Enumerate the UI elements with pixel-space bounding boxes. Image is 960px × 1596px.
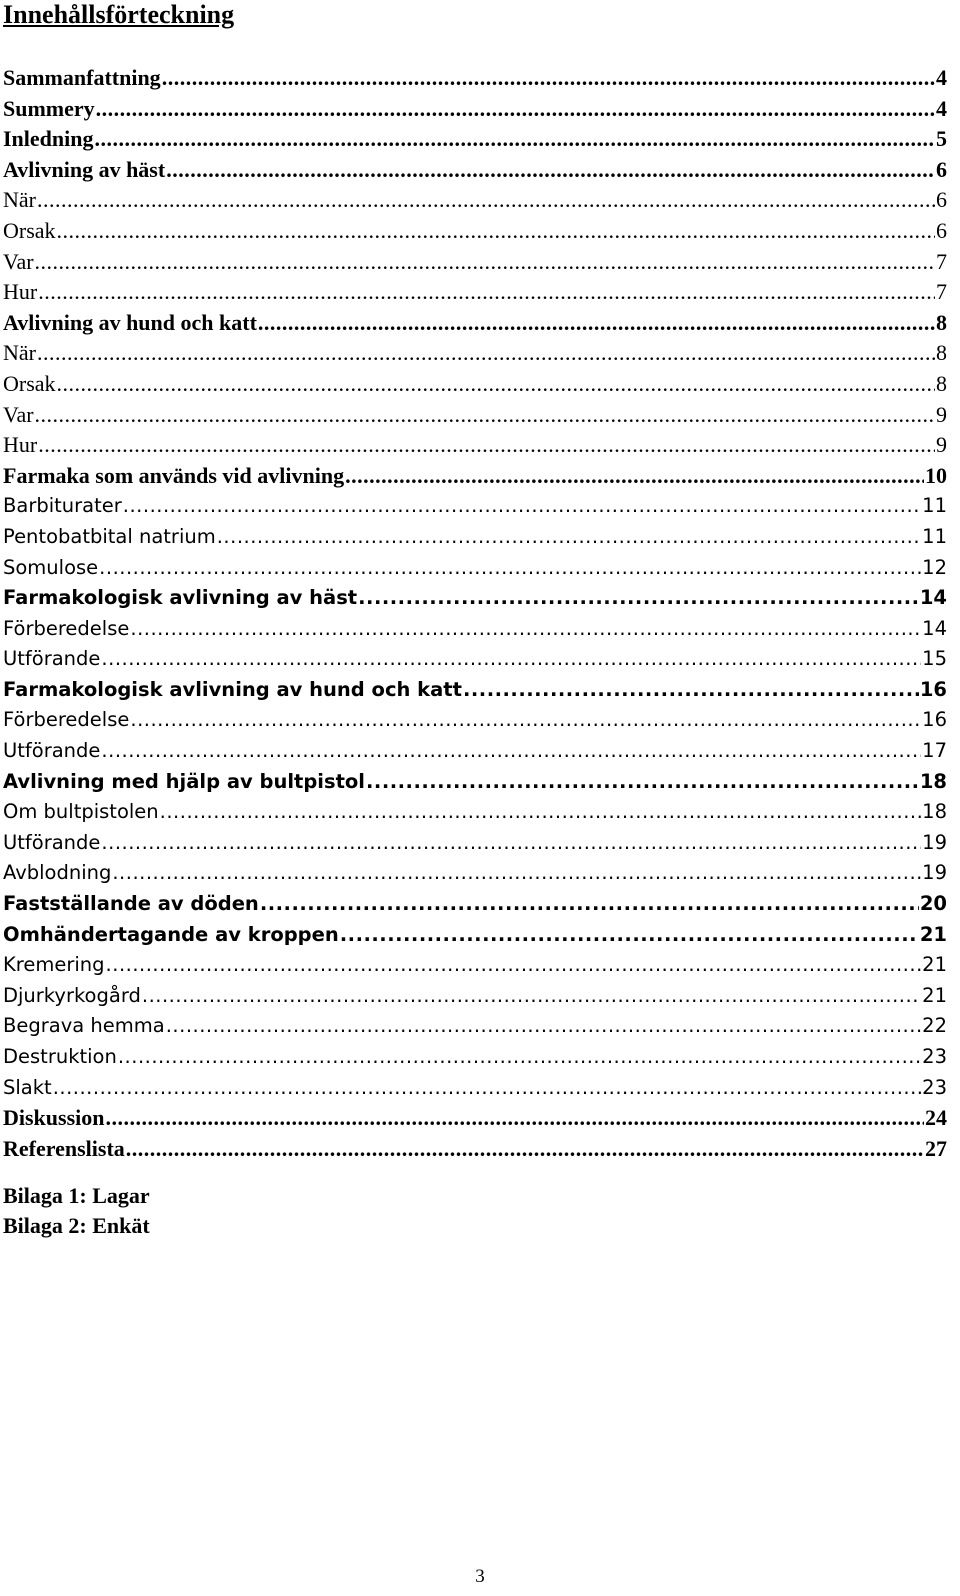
toc-dot-leader [358, 583, 919, 614]
toc-entry-label: Orsak [3, 217, 56, 243]
toc-entry-page: 21 [919, 922, 947, 946]
toc-entry[interactable] [3, 736, 947, 767]
toc-entry[interactable] [3, 583, 947, 614]
toc-dot-leader [340, 920, 919, 951]
toc-dot-leader [126, 1134, 924, 1165]
toc-entry[interactable] [3, 155, 947, 186]
toc-entry-label: Var [3, 401, 34, 427]
toc-entry-page: 20 [919, 892, 947, 916]
appendix-list [3, 1181, 150, 1241]
toc-dot-leader [37, 185, 935, 216]
toc-entry[interactable] [3, 522, 947, 553]
toc-entry[interactable] [3, 247, 947, 278]
toc-entry-page: 8 [936, 340, 947, 366]
toc-entry-label: Summery [3, 95, 95, 121]
toc-entry-label: Utförande [3, 830, 101, 854]
toc-entry-label: Hur [3, 279, 38, 305]
toc-entry-label: Farmakologisk avlivning av hund och katt [3, 677, 462, 701]
toc-entry[interactable] [3, 1134, 947, 1165]
toc-dot-leader [142, 981, 921, 1012]
toc-dot-leader [57, 369, 935, 400]
toc-entry-label: Inledning [3, 126, 94, 152]
toc-dot-leader [366, 767, 919, 798]
toc-entry-page: 9 [936, 432, 947, 458]
toc-entry-page: 7 [936, 248, 947, 274]
toc-entry-page: 11 [922, 494, 947, 518]
toc-dot-leader [106, 950, 922, 981]
toc-entry[interactable] [3, 216, 947, 247]
toc-entry[interactable] [3, 675, 947, 706]
toc-entry-page: 7 [936, 279, 947, 305]
toc-entry-page: 4 [936, 95, 947, 121]
toc-dot-leader [123, 491, 921, 522]
toc-entry[interactable] [3, 430, 947, 461]
toc-entry[interactable] [3, 858, 947, 889]
toc-heading: Innehållsförteckning [3, 0, 235, 29]
toc-entry-label: Avlivning av hund och katt [3, 309, 257, 335]
toc-entry[interactable] [3, 400, 947, 431]
toc-entry-page: 27 [925, 1135, 947, 1161]
toc-dot-leader [106, 1103, 924, 1134]
toc-dot-leader [217, 522, 921, 553]
toc-dot-leader [95, 124, 936, 155]
toc-entry-page: 19 [922, 861, 947, 885]
toc-dot-leader [260, 889, 919, 920]
toc-dot-leader [118, 1042, 921, 1073]
toc-entry-label: Orsak [3, 370, 56, 396]
toc-entry-page: 16 [922, 708, 947, 732]
toc-entry-label: Destruktion [3, 1045, 117, 1068]
toc-entry[interactable] [3, 644, 947, 675]
appendix-item: Bilaga 1: Lagar [3, 1183, 150, 1208]
toc-entry[interactable] [3, 1042, 947, 1073]
toc-entry[interactable] [3, 308, 947, 339]
toc-entry[interactable] [3, 981, 947, 1012]
toc-entry-label: Barbiturater [3, 494, 122, 518]
toc-entry-page: 6 [936, 156, 947, 182]
toc-dot-leader [166, 1011, 921, 1042]
toc-entry-label: Fastställande av döden [3, 892, 259, 916]
toc-entry[interactable] [3, 705, 947, 736]
toc-dot-leader [35, 247, 935, 278]
toc-entry[interactable] [3, 461, 947, 492]
toc-entry-label: Hur [3, 432, 38, 458]
toc-entry-page: 9 [936, 401, 947, 427]
toc-entry-label: Utförande [3, 739, 101, 763]
toc-entry-label: Djurkyrkogård [3, 983, 141, 1007]
table-of-contents [3, 63, 947, 1164]
toc-entry[interactable] [3, 614, 947, 645]
toc-entry[interactable] [3, 553, 947, 584]
toc-dot-leader [345, 461, 924, 492]
toc-entry[interactable] [3, 491, 947, 522]
toc-entry[interactable] [3, 920, 947, 951]
toc-entry-page: 10 [925, 462, 947, 488]
toc-entry-label: När [3, 187, 36, 213]
toc-entry-page: 12 [922, 555, 947, 579]
toc-entry[interactable] [3, 1011, 947, 1042]
toc-entry[interactable] [3, 767, 947, 798]
toc-entry-page: 16 [919, 677, 947, 701]
toc-dot-leader [101, 736, 921, 767]
toc-entry-page: 11 [922, 524, 947, 548]
toc-entry-page: 21 [922, 953, 947, 977]
toc-dot-leader [38, 277, 935, 308]
toc-dot-leader [130, 614, 921, 645]
toc-entry-label: Var [3, 248, 34, 274]
toc-dot-leader [101, 828, 921, 859]
toc-entry-page: 14 [922, 616, 947, 640]
toc-entry-page: 18 [922, 800, 947, 824]
toc-entry-page: 19 [922, 830, 947, 854]
toc-dot-leader [160, 797, 922, 828]
toc-entry[interactable] [3, 338, 947, 369]
toc-dot-leader [463, 675, 919, 706]
toc-dot-leader [166, 155, 935, 186]
toc-entry-label: Farmaka som används vid avlivning [3, 462, 345, 488]
toc-entry-label: När [3, 340, 36, 366]
toc-entry-page: 14 [919, 586, 947, 610]
toc-entry[interactable] [3, 124, 947, 155]
toc-entry-page: 4 [936, 65, 947, 90]
toc-entry-page: 18 [919, 769, 947, 793]
toc-entry[interactable] [3, 950, 947, 981]
toc-entry-label: Referenslista [3, 1135, 125, 1161]
toc-entry-label: Farmakologisk avlivning av häst [3, 586, 358, 610]
toc-entry[interactable] [3, 1103, 947, 1134]
toc-entry-label: Avblodning [3, 861, 112, 885]
toc-entry-page: 17 [922, 739, 947, 763]
toc-entry[interactable] [3, 1073, 947, 1104]
toc-entry-page: 23 [922, 1075, 947, 1099]
appendix-item: Bilaga 2: Enkät [3, 1213, 150, 1238]
toc-entry[interactable] [3, 369, 947, 400]
toc-entry-page: 5 [936, 126, 947, 152]
toc-entry-page: 21 [922, 983, 947, 1007]
toc-entry-label: Avlivning av häst [3, 156, 166, 182]
toc-entry-page: 8 [936, 309, 947, 335]
toc-dot-leader [99, 553, 921, 584]
toc-entry-label: Sammanfattning [3, 65, 161, 90]
toc-entry-page: 24 [925, 1105, 947, 1131]
toc-entry-page: 15 [922, 647, 947, 671]
toc-entry[interactable] [3, 185, 947, 216]
toc-entry-label: Kremering [3, 953, 105, 977]
toc-entry-label: Somulose [3, 555, 99, 579]
toc-entry-label: Förberedelse [3, 708, 130, 732]
toc-entry-label: Slakt [3, 1075, 52, 1099]
toc-entry-page: 8 [936, 370, 947, 396]
toc-entry[interactable] [3, 94, 947, 125]
toc-entry[interactable] [3, 889, 947, 920]
toc-entry-label: Diskussion [3, 1105, 105, 1131]
toc-dot-leader [162, 63, 935, 94]
toc-dot-leader [53, 1073, 921, 1104]
toc-dot-leader [112, 858, 921, 889]
toc-entry-label: Omhändertagande av kroppen [3, 922, 339, 946]
toc-entry-label: Förberedelse [3, 616, 130, 640]
toc-entry-label: Utförande [3, 647, 101, 671]
toc-dot-leader [35, 400, 935, 431]
toc-dot-leader [38, 430, 935, 461]
toc-entry-label: Pentobatbital natrium [3, 524, 216, 548]
toc-entry[interactable] [3, 277, 947, 308]
page-number: 3 [475, 1566, 485, 1587]
toc-entry-page: 6 [936, 187, 947, 213]
toc-dot-leader [57, 216, 935, 247]
toc-entry[interactable] [3, 797, 947, 828]
toc-dot-leader [96, 94, 935, 125]
toc-entry-label: Avlivning med hjälp av bultpistol [3, 769, 365, 793]
toc-entry-page: 23 [922, 1045, 947, 1068]
toc-entry[interactable] [3, 63, 947, 94]
toc-dot-leader [258, 308, 935, 339]
toc-entry-page: 6 [936, 217, 947, 243]
toc-dot-leader [101, 644, 921, 675]
toc-dot-leader [130, 705, 921, 736]
toc-entry-label: Om bultpistolen [3, 800, 159, 824]
toc-entry-label: Begrava hemma [3, 1014, 165, 1038]
toc-entry[interactable] [3, 828, 947, 859]
toc-dot-leader [37, 338, 935, 369]
toc-entry-page: 22 [922, 1014, 947, 1038]
